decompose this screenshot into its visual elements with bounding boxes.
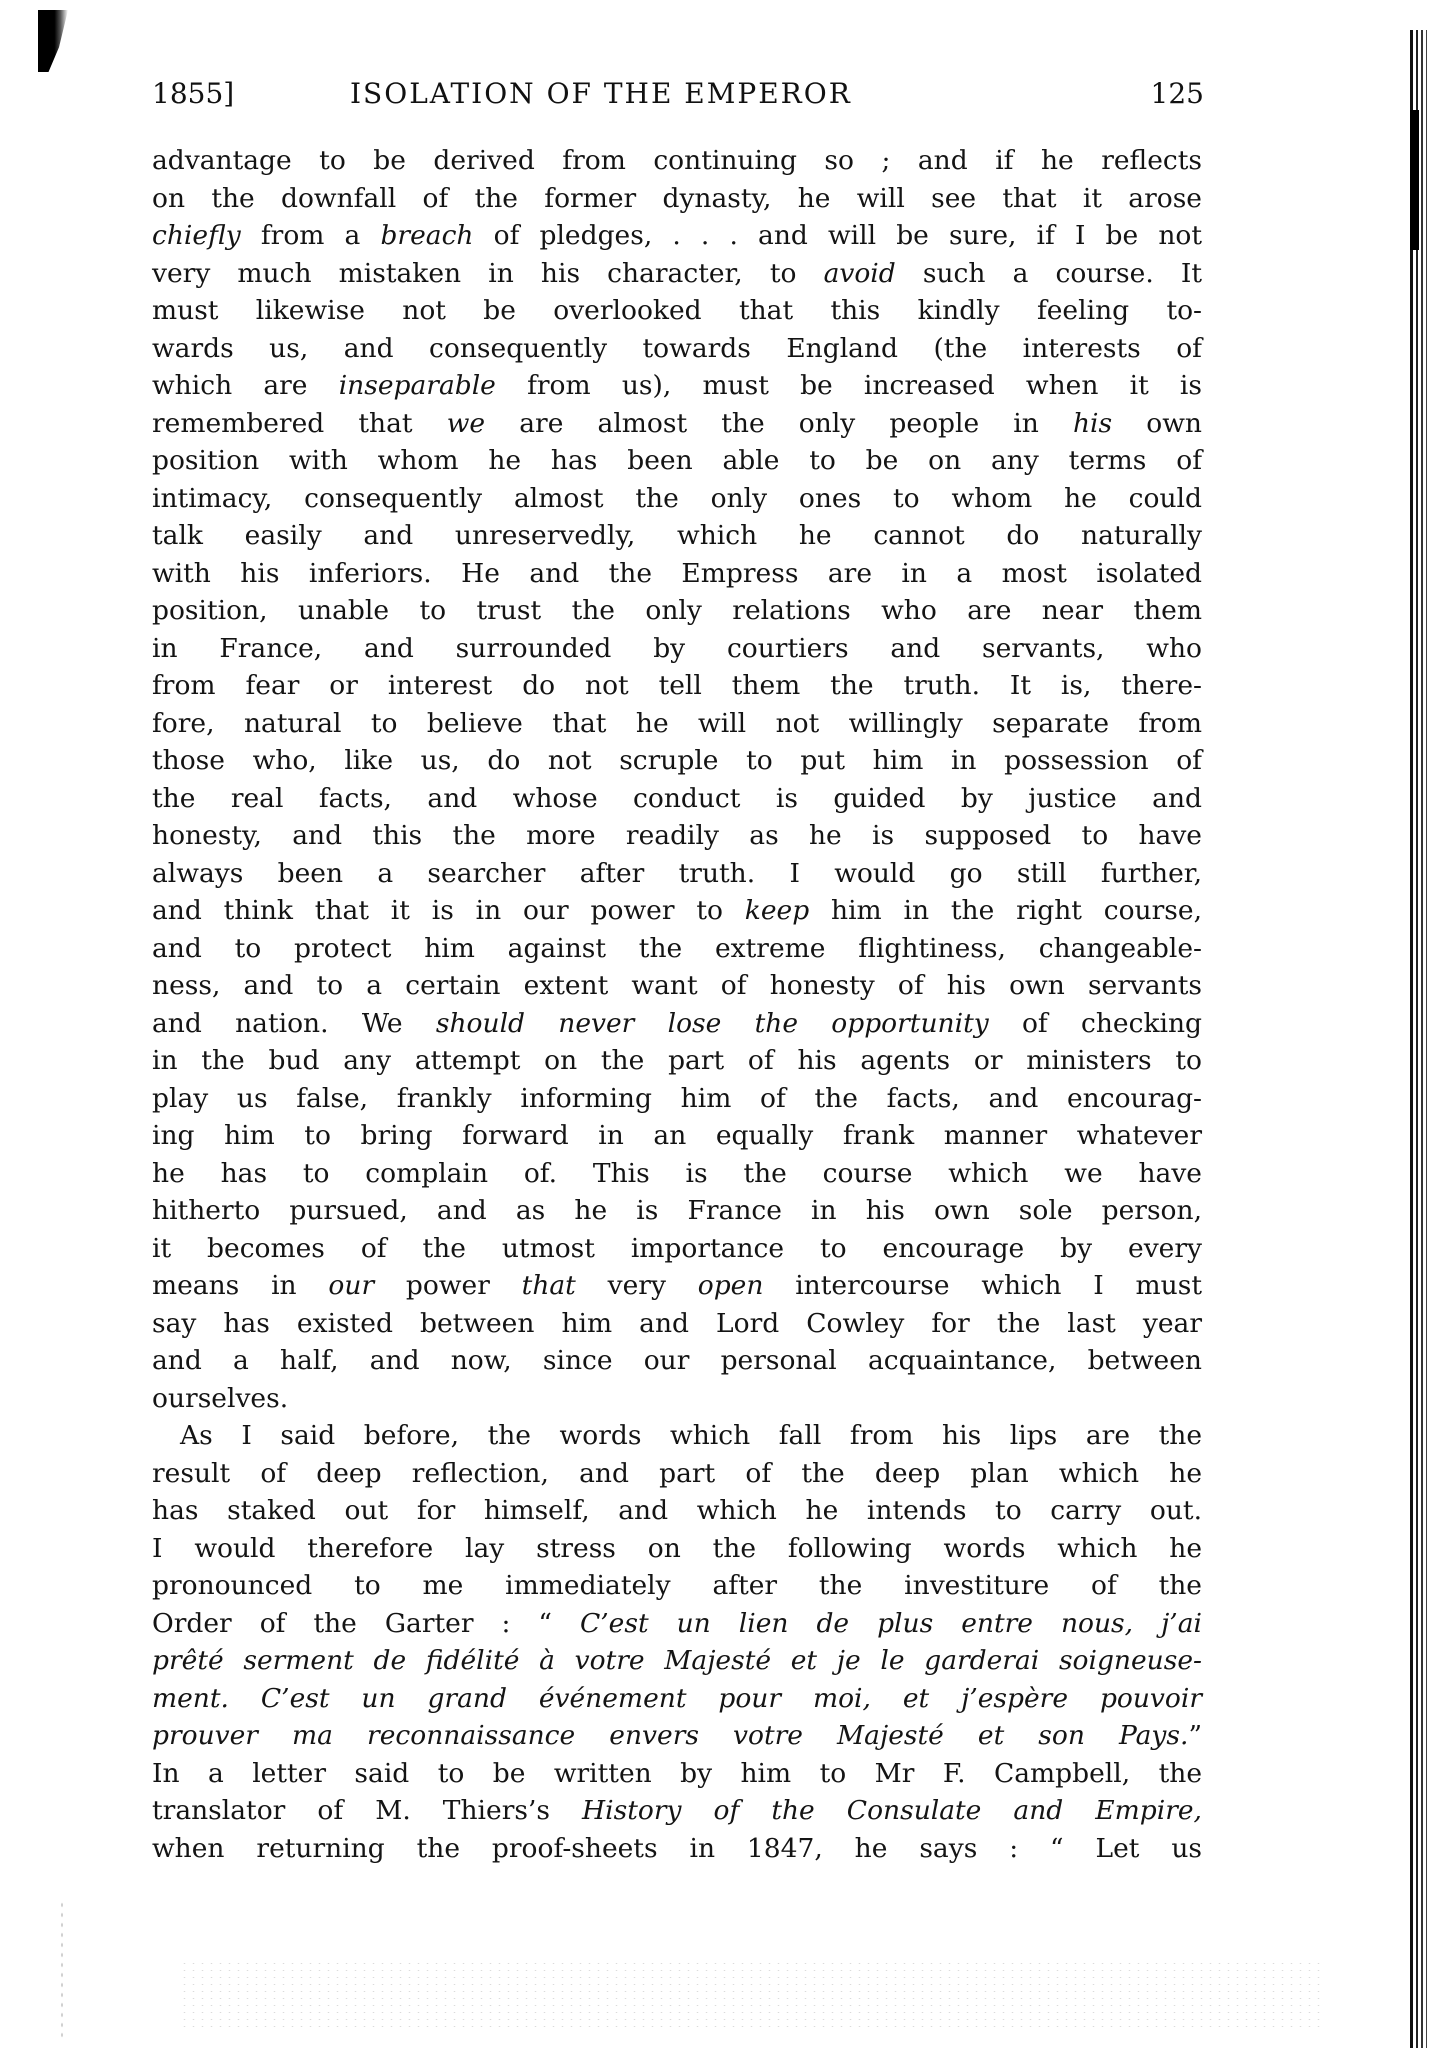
text-run: Order of the Garter : “	[152, 1607, 580, 1639]
text-line	[152, 367, 1202, 405]
text-run: from a	[240, 220, 381, 251]
text-run: with his inferiors. He and the Empress are in a most isolated	[152, 557, 1202, 589]
text-line	[152, 742, 1202, 780]
text-line	[152, 1830, 1202, 1868]
text-run: fore, natural to believe that he will not willingly separate from	[152, 707, 1202, 739]
text-line	[152, 1155, 1202, 1193]
text-run: say has existed between him and Lord Cowley for the last year	[152, 1307, 1202, 1339]
text-run: and nation. We	[152, 1007, 436, 1039]
italic-text: History of the Consulate and Empire,	[582, 1795, 1202, 1826]
text-run: on the downfall of the former dynasty, he will see that it arose	[152, 182, 1202, 214]
italic-text: open	[697, 1270, 764, 1301]
text-line	[152, 1455, 1202, 1493]
text-line	[152, 1042, 1202, 1080]
text-run: very much mistaken in his character, to	[152, 257, 824, 289]
running-head-year: 1855]	[152, 77, 235, 110]
text-run: are almost the only people in	[485, 407, 1073, 439]
text-run: which are	[152, 370, 339, 401]
text-run: play us false, frankly informing him of the facts, and encourag-	[152, 1082, 1202, 1114]
text-line	[152, 1567, 1202, 1605]
text-run: must likewise not be overlooked that this kindly feeling to-	[152, 295, 1202, 326]
text-line	[152, 1530, 1202, 1568]
text-run: power	[374, 1270, 522, 1301]
text-run: and to protect him against the extreme flightiness, changeable-	[152, 932, 1202, 964]
binding-edge	[1410, 30, 1413, 2048]
text-run: very	[575, 1270, 698, 1301]
italic-text: that	[521, 1270, 576, 1301]
text-run: advantage to be derived from continuing so ; and if he reflects	[152, 145, 1202, 176]
italic-text: our	[328, 1270, 375, 1301]
text-line	[152, 517, 1202, 555]
text-line	[152, 817, 1202, 855]
text-line	[152, 292, 1202, 330]
text-line	[152, 442, 1202, 480]
text-line	[152, 142, 1202, 180]
italic-text: prouver ma reconnaissance envers votre Majesté et son Pays.	[152, 1720, 1189, 1751]
italic-text: his	[1072, 407, 1113, 439]
text-run: when returning the proof-sheets in 1847, he says : “ Let us	[152, 1832, 1202, 1864]
text-line	[152, 1492, 1202, 1530]
text-line	[152, 405, 1202, 443]
body-text	[152, 142, 1202, 1867]
text-line	[152, 630, 1202, 668]
text-run: intercourse which I must	[763, 1270, 1202, 1301]
text-line	[152, 1680, 1202, 1718]
page-number: 125	[1150, 77, 1204, 110]
text-run: of checking	[988, 1007, 1203, 1039]
italic-text: keep	[744, 895, 810, 926]
text-run: position with whom he has been able to be on any terms of	[152, 445, 1202, 476]
text-run: own	[1112, 407, 1202, 439]
italic-text: inseparable	[338, 370, 496, 401]
text-run: him in the right course,	[809, 895, 1202, 926]
text-line	[152, 592, 1202, 630]
italic-text: we	[446, 407, 486, 439]
text-run: remembered that	[152, 407, 447, 439]
italic-text: ment. C’est un grand événement pour moi, et j’espère pouvoir	[152, 1682, 1202, 1714]
text-line	[152, 1342, 1202, 1380]
text-run: has staked out for himself, and which he intends to carry out.	[152, 1495, 1202, 1526]
text-line	[152, 1380, 1202, 1418]
text-run: ”	[1188, 1720, 1202, 1751]
text-line	[152, 330, 1202, 368]
text-run: position, unable to trust the only relations who are near them	[152, 595, 1202, 626]
text-run: result of deep reflection, and part of the deep plan which he	[152, 1457, 1202, 1489]
text-run: pronounced to me immediately after the investiture of the	[152, 1570, 1202, 1601]
italic-text: avoid	[823, 257, 896, 289]
binding-edge	[1416, 30, 1418, 2048]
text-line	[152, 1717, 1202, 1755]
text-line	[152, 480, 1202, 518]
text-run: and a half, and now, since our personal acquaintance, between	[152, 1345, 1202, 1376]
text-run: talk easily and unreservedly, which he cannot do naturally	[152, 520, 1202, 551]
binding-edge	[1426, 30, 1427, 2048]
text-line	[152, 1605, 1202, 1643]
text-line	[152, 705, 1202, 743]
text-line	[152, 1305, 1202, 1343]
text-line	[152, 217, 1202, 255]
text-run: in the bud any attempt on the part of his agents or ministers to	[152, 1045, 1202, 1076]
text-line	[152, 667, 1202, 705]
text-run: the real facts, and whose conduct is guided by justice and	[152, 782, 1202, 814]
text-line	[152, 1417, 1202, 1455]
text-line	[152, 1192, 1202, 1230]
text-line	[152, 180, 1202, 218]
text-line	[152, 967, 1202, 1005]
binding-edge	[1421, 30, 1423, 2048]
text-line	[152, 555, 1202, 593]
text-run: those who, like us, do not scruple to put him in possession of	[152, 745, 1202, 776]
italic-text: chiefly	[152, 220, 241, 251]
text-run: he has to complain of. This is the course which we have	[152, 1157, 1202, 1189]
text-run: and think that it is in our power to	[152, 895, 745, 926]
scan-noise	[60, 1900, 64, 2040]
scan-corner-mark	[38, 10, 68, 72]
text-run: ness, and to a certain extent want of honesty of his own servants	[152, 970, 1202, 1001]
text-run: of pledges, . . . and will be sure, if I be not	[473, 220, 1202, 251]
text-line	[152, 780, 1202, 818]
running-head-title: ISOLATION OF THE EMPEROR	[350, 77, 852, 110]
text-run: means in	[152, 1270, 329, 1301]
text-line	[152, 892, 1202, 930]
text-line	[152, 1005, 1202, 1043]
text-line	[152, 1267, 1202, 1305]
italic-text: should never lose the opportunity	[435, 1007, 989, 1039]
text-run: translator of M. Thiers’s	[152, 1795, 583, 1826]
text-line	[152, 930, 1202, 968]
italic-text: prêté serment de fidélité à votre Majesté et je le garderai soigneuse-	[152, 1645, 1202, 1676]
running-head	[152, 76, 1204, 112]
text-run: such a course. It	[895, 257, 1202, 289]
text-run: intimacy, consequently almost the only ones to whom he could	[152, 482, 1202, 514]
text-line	[152, 1080, 1202, 1118]
italic-text: C’est un lien de plus entre nous, j’ai	[579, 1607, 1202, 1639]
text-line	[152, 1642, 1202, 1680]
text-line	[152, 1755, 1202, 1793]
text-run: hitherto pursued, and as he is France in his own sole person,	[152, 1195, 1202, 1226]
scan-noise	[180, 1960, 1320, 2030]
text-run: from fear or interest do not tell them the truth. It is, there-	[152, 670, 1202, 701]
text-run: always been a searcher after truth. I would go still further,	[152, 857, 1202, 889]
text-run: In a letter said to be written by him to Mr F. Campbell, the	[152, 1757, 1202, 1789]
italic-text: breach	[380, 220, 474, 251]
text-line	[152, 255, 1202, 293]
text-run: it becomes of the utmost importance to encourage by every	[152, 1232, 1202, 1264]
text-line	[152, 1117, 1202, 1155]
text-run: As I said before, the words which fall from his lips are the	[180, 1420, 1202, 1451]
text-run: honesty, and this the more readily as he is supposed to have	[152, 820, 1202, 851]
text-run: in France, and surrounded by courtiers and servants, who	[152, 632, 1202, 664]
text-line	[152, 1230, 1202, 1268]
text-run: I would therefore lay stress on the following words which he	[152, 1532, 1202, 1564]
binding-edge-shadow	[1410, 110, 1419, 250]
text-line	[152, 1792, 1202, 1830]
text-run: ourselves.	[152, 1382, 289, 1414]
text-run: wards us, and consequently towards England (the interests of	[152, 332, 1202, 364]
text-line	[152, 855, 1202, 893]
text-run: from us), must be increased when it is	[495, 370, 1202, 401]
text-run: ing him to bring forward in an equally frank manner whatever	[152, 1120, 1202, 1151]
